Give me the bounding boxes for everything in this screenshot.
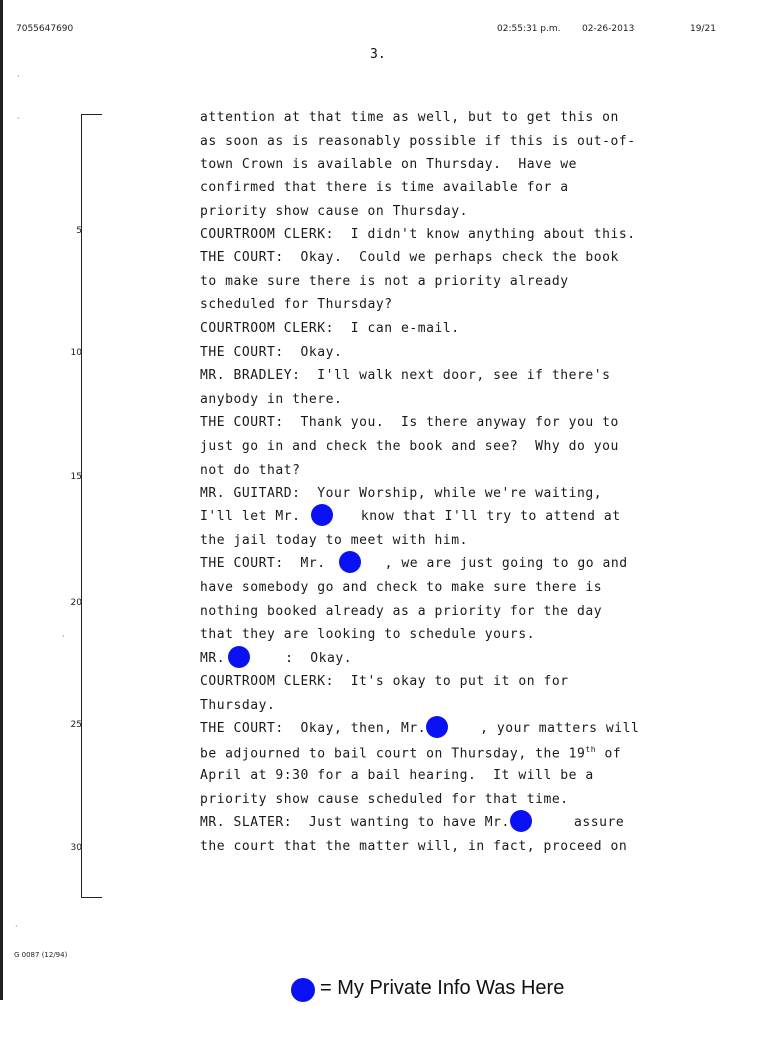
transcript-line: as soon as is reasonably possible if this is out-of-	[200, 134, 636, 149]
transcript-line: April at 9:30 for a bail hearing. It will be a	[200, 768, 594, 783]
fax-page-count: 19/21	[690, 24, 716, 34]
line-number: 30	[70, 843, 82, 853]
fax-date: 02-26-2013	[582, 24, 635, 34]
transcript-line: to make sure there is not a priority already	[200, 274, 569, 289]
transcript-line: THE COURT: Mr. , we are just going to go and	[200, 556, 628, 571]
redaction-dot	[426, 716, 448, 738]
scan-speck: ·	[62, 632, 65, 641]
transcript-line: town Crown is available on Thursday. Have we	[200, 157, 577, 172]
line-number: 25	[70, 720, 82, 730]
transcript-line: THE COURT: Okay, then, Mr. , your matters will	[200, 721, 639, 736]
redaction-mark	[326, 556, 385, 569]
transcript-line: scheduled for Thursday?	[200, 297, 393, 312]
scan-speck: ·	[17, 72, 20, 81]
margin-bracket	[81, 114, 102, 898]
transcript-line: MR. SLATER: Just wanting to have Mr. assure	[200, 815, 624, 830]
line-number: 15	[70, 472, 82, 482]
redaction-dot	[311, 504, 333, 526]
redaction-mark	[225, 651, 285, 664]
transcript-line: the court that the matter will, in fact, proceed on	[200, 839, 628, 854]
transcript-line: have somebody go and check to make sure there is	[200, 580, 603, 595]
fax-time: 02:55:31 p.m.	[497, 24, 561, 34]
transcript-line: I'll let Mr. know that I'll try to attend at	[200, 509, 621, 524]
scan-speck: ·	[17, 114, 20, 123]
transcript-line: attention at that time as well, but to get this on	[200, 110, 619, 125]
transcript-line: that they are looking to schedule yours.	[200, 627, 536, 642]
legend-caption: = My Private Info Was Here	[320, 977, 565, 999]
transcript-line: MR. : Okay.	[200, 651, 352, 666]
scan-speck: ·	[15, 922, 18, 931]
transcript-line: anybody in there.	[200, 392, 343, 407]
fax-number: 7055647690	[16, 24, 74, 34]
transcript-line: the jail today to meet with him.	[200, 533, 469, 548]
redaction-mark	[309, 509, 361, 522]
transcript-line: confirmed that there is time available for a	[200, 180, 569, 195]
redaction-mark	[426, 721, 480, 734]
transcript-line: COURTROOM CLERK: I can e-mail.	[200, 321, 460, 336]
transcript-line: priority show cause scheduled for that time.	[200, 792, 569, 807]
line-number: 10	[70, 348, 82, 358]
transcript-line: just go in and check the book and see? Why do you	[200, 439, 619, 454]
transcript-line: nothing booked already as a priority for the day	[200, 604, 603, 619]
transcript-line: Thursday.	[200, 698, 276, 713]
scan-edge	[0, 0, 3, 1000]
transcript-line: not do that?	[200, 463, 301, 478]
form-code: G 0087 (12/94)	[14, 951, 68, 959]
transcript-line: COURTROOM CLERK: I didn't know anything about this.	[200, 227, 636, 242]
transcript-line: THE COURT: Okay.	[200, 345, 343, 360]
transcript-line: THE COURT: Thank you. Is there anyway for you to	[200, 415, 619, 430]
page-number: 3.	[370, 47, 386, 62]
redaction-mark	[510, 815, 574, 828]
legend-dot-icon	[291, 978, 315, 1002]
line-number: 20	[70, 598, 82, 608]
transcript-line: be adjourned to bail court on Thursday, the 19th of	[200, 745, 622, 762]
line-number: 5	[76, 226, 82, 236]
transcript-line: MR. BRADLEY: I'll walk next door, see if there's	[200, 368, 611, 383]
transcript-line: MR. GUITARD: Your Worship, while we're waiting,	[200, 486, 603, 501]
redaction-dot	[228, 646, 250, 668]
transcript-line: priority show cause on Thursday.	[200, 204, 469, 219]
redaction-dot	[339, 551, 361, 573]
transcript-line: THE COURT: Okay. Could we perhaps check the book	[200, 250, 619, 265]
transcript-line: COURTROOM CLERK: It's okay to put it on for	[200, 674, 569, 689]
redaction-dot	[510, 810, 532, 832]
